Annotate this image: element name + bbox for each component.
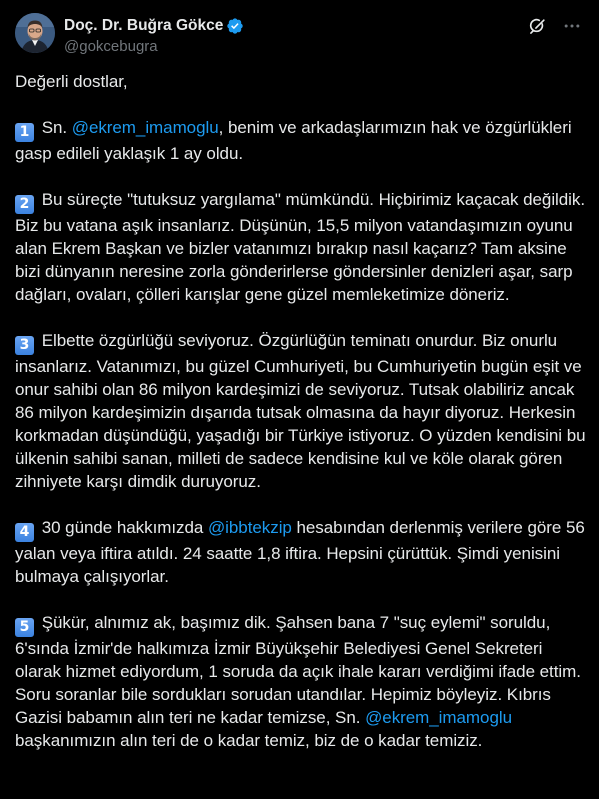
paragraph-1-pre: Sn. (41, 118, 72, 137)
tweet-paragraph-2 (15, 188, 587, 306)
tweet-paragraph-3 (15, 329, 587, 493)
keycap-number-3-icon: 3 (15, 336, 34, 355)
mention-link[interactable]: @ekrem_imamoglu (71, 118, 219, 137)
avatar[interactable] (15, 13, 55, 53)
keycap-number-2-icon: 2 (15, 195, 34, 214)
avatar-image-icon (15, 13, 55, 53)
keycap-number-1-icon: 1 (15, 123, 34, 142)
tweet-paragraph-1 (15, 116, 587, 165)
keycap-number-4-icon: 4 (15, 523, 34, 542)
paragraph-3-text: Elbette özgürlüğü seviyoruz. Özgürlüğün teminatı onurdur. Biz onurlu insanlarız. Vatanımızı, bu güzel Cumhuriyeti, bu Cumhuriyetin bugün eşit ve onur sahibi olan 86 milyon kardeşimizi de seviyoruz. Tutsak olabiliriz ancak 86 milyon kardeşimizin dışarıda tutsak olmasına da hayır diyoruz. Herkesin korkmadan düşündüğü, yaşadığı bir Türkiye istiyoruz. O yüzden kendisini bu ülkenin sahibi sanan, milleti de sadece kendisine kul ve köle olarak gören zihniyete karşı dimdik duruyoruz. (15, 331, 586, 491)
paragraph-gap (15, 306, 587, 329)
author-handle[interactable]: @gokcebugra (64, 38, 158, 55)
paragraph-5-post: başkanımızın alın teri de o kadar temiz, biz de o kadar temiziz. (15, 731, 483, 750)
paragraph-2-text: Bu süreçte "tutuksuz yargılama" mümkündü. Hiçbirimiz kaçacak değildik. Biz bu vatana aşık insanlarız. Düşünün, 15,5 milyon vatandaşımızın oyunu alan Ekrem Başkan ve bizler vatanımızı bırakıp nasıl kaçarız? Tam aksine bizi dünyanın neresine zorla gönderirlerse göndersinler denizleri aşar, sarp dağları, ovaları, çölleri karışlar gene güzel memleketimize döneriz. (15, 190, 586, 304)
paragraph-gap (15, 493, 587, 516)
display-name-row (64, 15, 244, 36)
paragraph-1-post: , benim ve arkadaşlarımızın hak ve özgürlükleri gasp edileli yaklaşık 1 ay oldu. (15, 118, 572, 163)
tweet-paragraph-4 (15, 516, 587, 588)
mention-link[interactable]: @ekrem_imamoglu (365, 708, 512, 727)
mention-link[interactable]: @ibbtekzip (207, 518, 292, 537)
more-options-icon[interactable] (562, 16, 582, 36)
keycap-number-5-icon: 5 (15, 618, 34, 637)
author-names (64, 15, 244, 55)
paragraph-gap (15, 588, 587, 611)
author-display-name[interactable]: Doç. Dr. Buğra Gökce (64, 16, 224, 34)
paragraph-gap (15, 165, 587, 188)
tweet-paragraph-5 (15, 611, 587, 752)
tweet-header (15, 0, 584, 70)
tweet-greeting: Değerli dostlar, (15, 72, 128, 91)
tweet-text (15, 70, 587, 752)
paragraph-4-post: hesabından derlenmiş verilere göre 56 yalan veya iftira atıldı. 24 saatte 1,8 iftira. Hepsini çürüttük. Şimdi yenisini bulmaya çalışıyorlar. (15, 518, 585, 586)
paragraph-5-pre: Şükür, alnımız ak, başımız dik. Şahsen bana 7 "suç eylemi" soruldu, 6'sında İzmir'de halkımıza İzmir Büyükşehir Belediyesi Genel Sekreteri olarak hizmet ediyordum, 1 soruda da açık ihale kararı verdiğimi ifade ettim. Soru soranlar bile sordukları sorudan utandılar. Hepimiz böyleyiz. Kıbrıs Gazisi babamın alın teri ne kadar temizse, Sn. (15, 613, 581, 727)
paragraph-4-pre: 30 günde hakkımızda (41, 518, 208, 537)
verified-badge-icon[interactable] (226, 17, 244, 35)
paragraph-gap (15, 93, 587, 116)
grok-icon[interactable] (528, 16, 548, 36)
